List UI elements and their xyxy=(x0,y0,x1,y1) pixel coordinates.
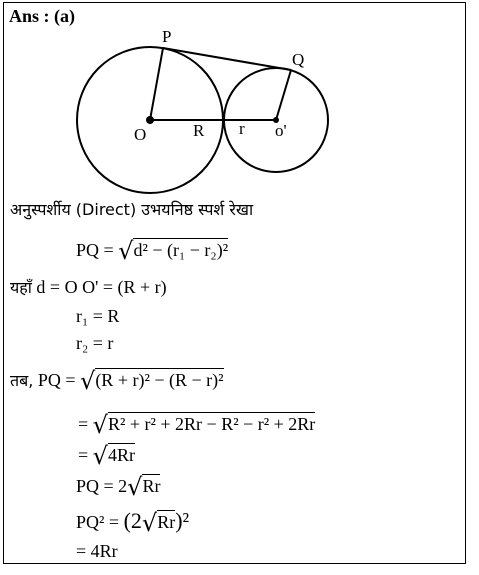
step4-lhs: PQ = 2 xyxy=(76,476,128,496)
then-lhs: PQ = xyxy=(37,370,76,390)
step3-eq: = xyxy=(78,445,89,465)
then-radicand: (R + r)² − (R − r)² xyxy=(95,370,224,390)
formula-pq-lhs: PQ = xyxy=(76,240,114,260)
where-expr: d = O O' = (R + r) xyxy=(36,277,167,297)
step2-radicand: R² + r² + 2Rr − R² − r² + 2Rr xyxy=(107,414,316,434)
step5-close: )² xyxy=(175,508,190,533)
step5-line xyxy=(76,510,189,535)
step5-root: √Rr xyxy=(141,509,176,537)
then-hindi: तब, xyxy=(10,371,34,390)
step5-open: (2 xyxy=(123,508,142,533)
step2-eq: = xyxy=(78,414,89,434)
formula-pq-radicand: d² − (r₁ − r₂)² xyxy=(133,240,229,260)
intro-hindi-line: अनुस्पर्शीय (Direct) उभयनिष्ठ स्पर्श रेखा xyxy=(10,200,254,219)
step2-line xyxy=(78,412,315,437)
label-r: r xyxy=(239,119,245,138)
step3-line xyxy=(78,443,135,468)
formula-pq xyxy=(76,238,228,263)
label-O: O xyxy=(134,125,147,144)
step4-radicand: Rr xyxy=(142,476,161,496)
common-tangent-PQ xyxy=(163,48,291,70)
then-line xyxy=(10,368,224,393)
step4-root: √Rr xyxy=(127,473,161,501)
label-P: P xyxy=(162,27,172,46)
step3-radicand: 4Rr xyxy=(107,445,135,465)
step2-root: √R² + r² + 2Rr − R² − r² + 2Rr xyxy=(92,411,316,439)
step5-radicand: Rr xyxy=(157,512,176,532)
answer-label: Ans : (a) xyxy=(9,6,75,26)
r1-line: r₁ = R xyxy=(76,306,120,326)
tangent-circles-figure xyxy=(0,0,479,200)
label-R: R xyxy=(193,121,205,140)
r2-line: r₂ = r xyxy=(76,333,114,353)
label-Q: Q xyxy=(292,50,305,69)
step5-lhs: PQ² = xyxy=(76,512,120,532)
where-hindi: यहाँ xyxy=(10,278,32,297)
radius-O-prime-Q xyxy=(276,70,291,120)
where-line xyxy=(10,278,167,296)
step6-line: = 4Rr xyxy=(76,541,118,561)
center-O-dot xyxy=(146,116,154,124)
then-root: √(R + r)² − (R − r)² xyxy=(80,367,224,395)
radius-OP xyxy=(150,48,163,120)
step3-root: √4Rr xyxy=(92,442,135,470)
step4-line xyxy=(76,474,160,499)
label-O-prime: o' xyxy=(275,121,287,140)
formula-pq-root: √d² − (r₁ − r₂)² xyxy=(118,237,229,265)
